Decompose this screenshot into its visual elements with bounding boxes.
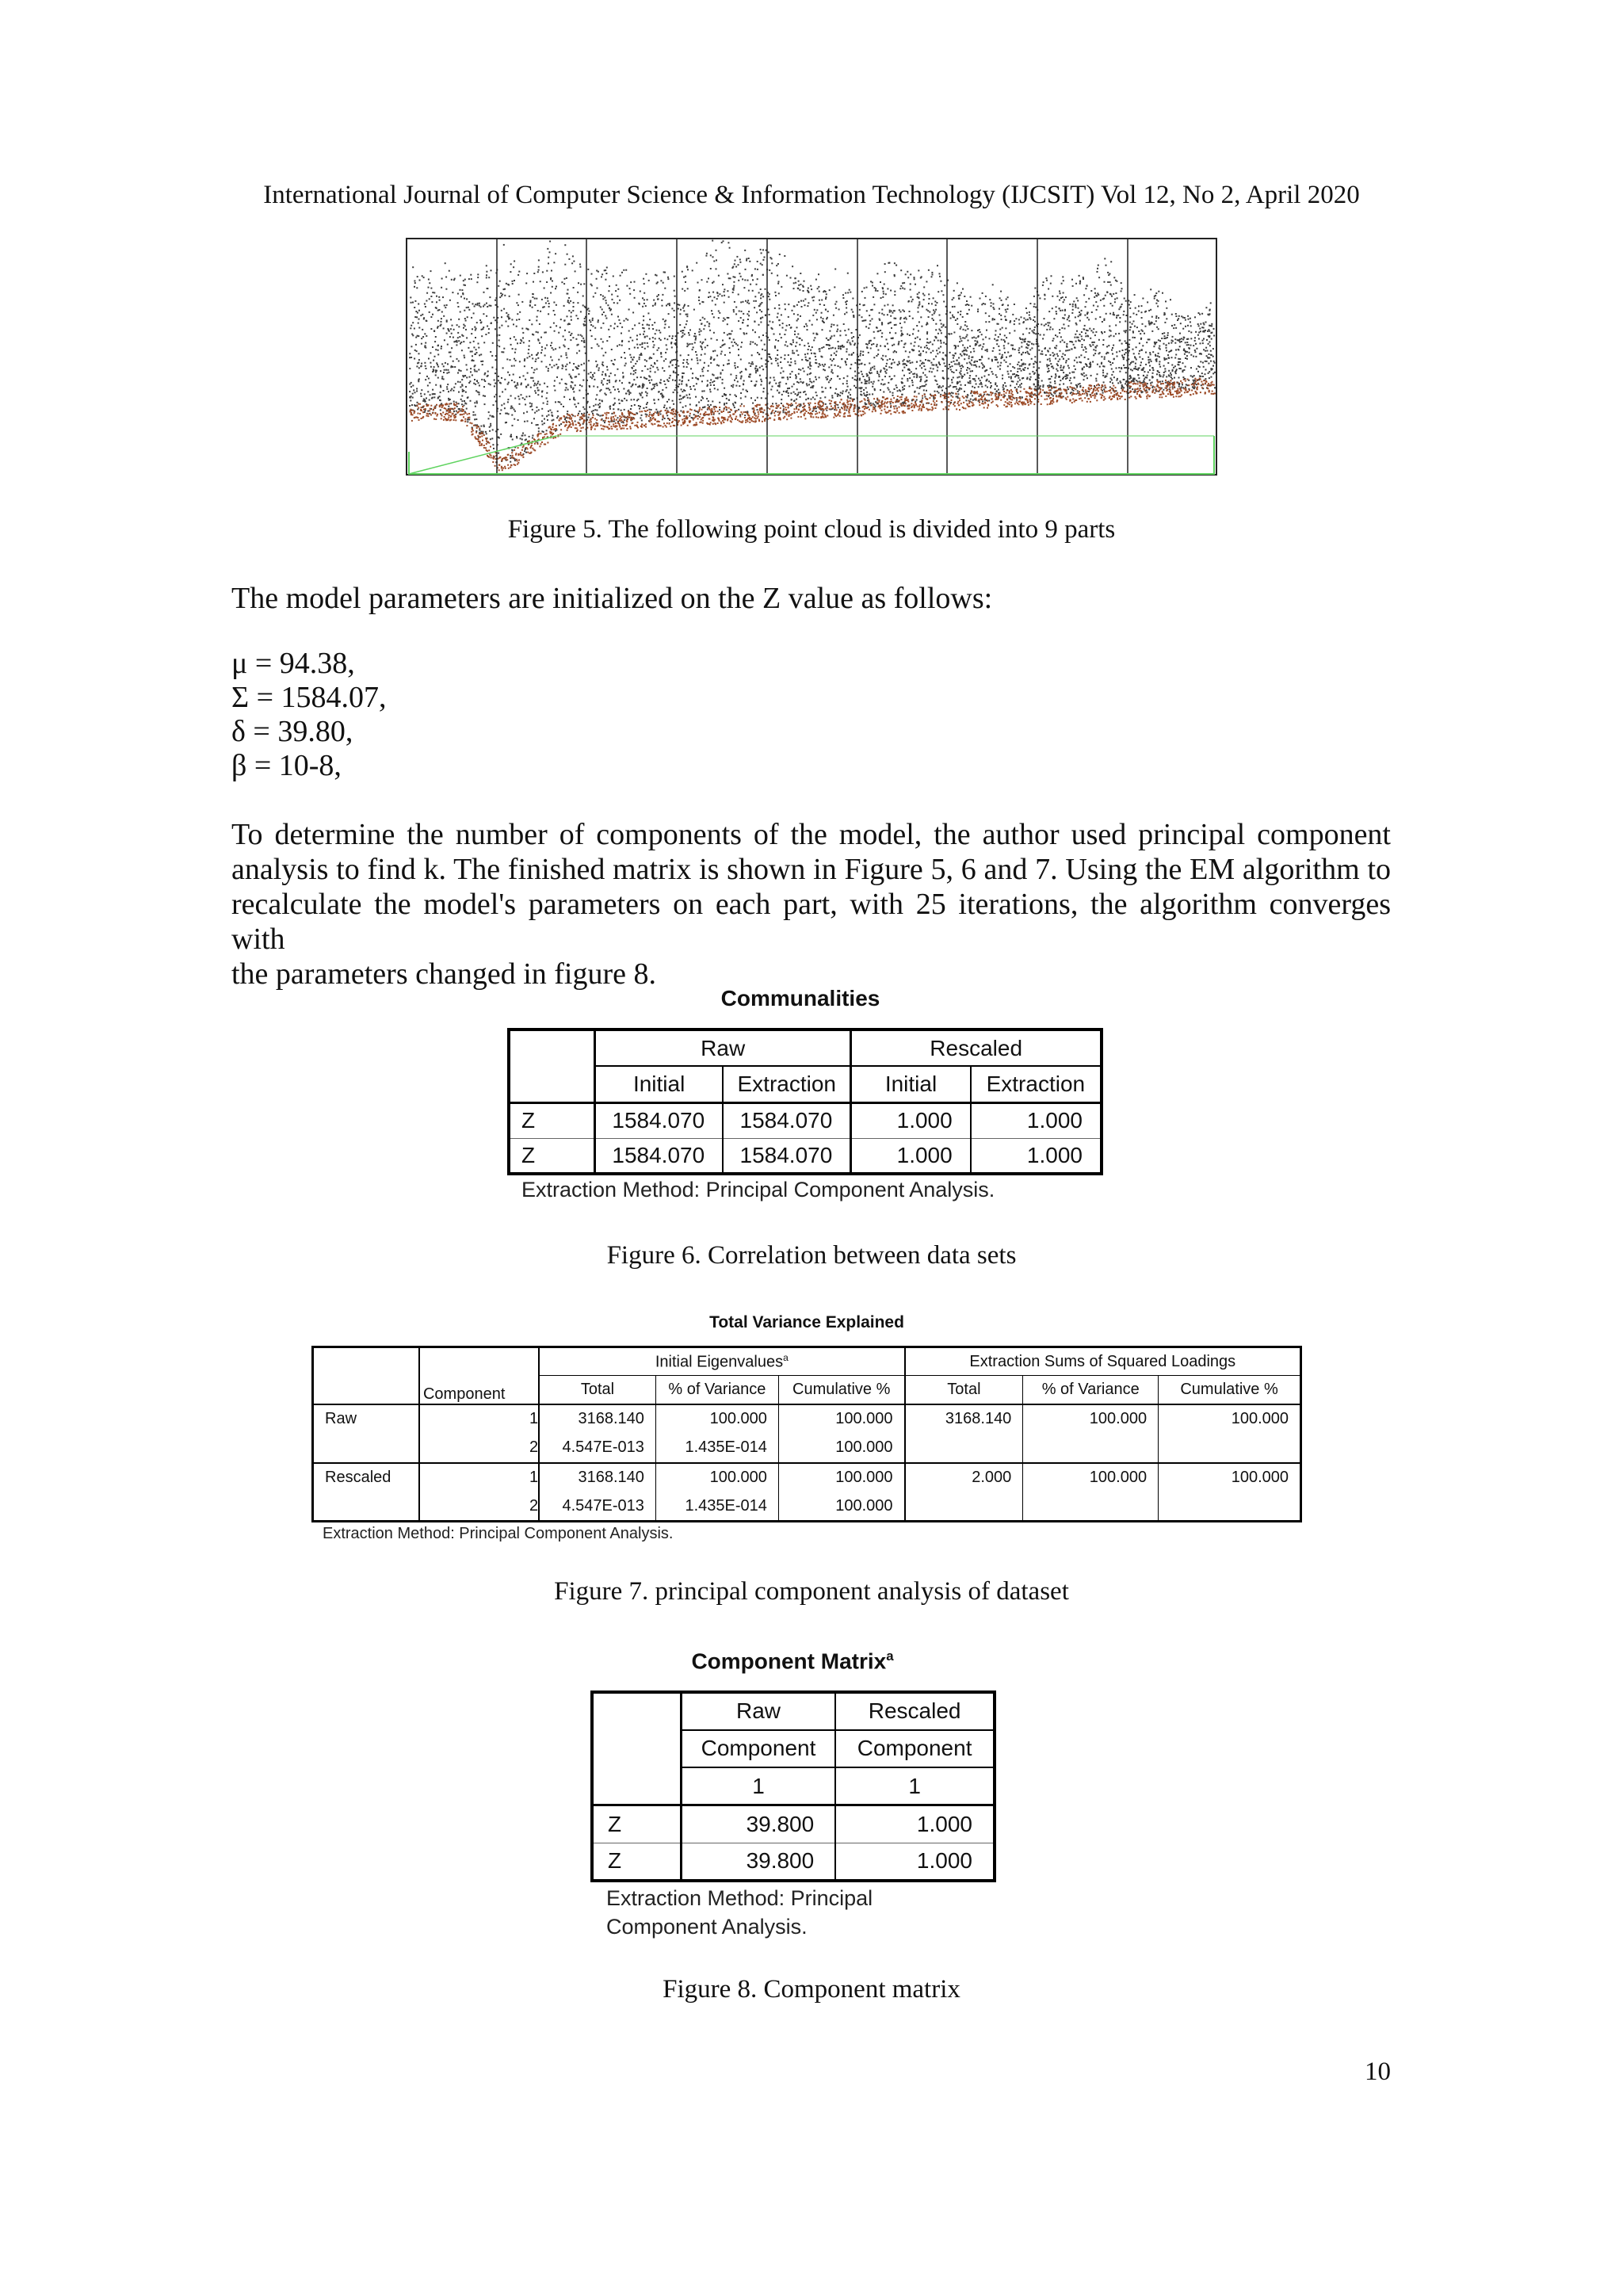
cell: 4.547E-013 bbox=[539, 1434, 655, 1463]
col-header: Component bbox=[835, 1730, 995, 1768]
communalities-footnote: Extraction Method: Principal Component Analysis. bbox=[521, 1178, 995, 1201]
variance-table bbox=[311, 1346, 1302, 1522]
col-header: Component bbox=[681, 1730, 835, 1768]
component-number: 2 bbox=[419, 1434, 539, 1463]
cell: 100.000 bbox=[1023, 1404, 1159, 1434]
page-number: 10 bbox=[1365, 2057, 1391, 2086]
corner-cell bbox=[592, 1692, 681, 1730]
cell: 1.435E-014 bbox=[655, 1434, 778, 1463]
component-number: 1 bbox=[419, 1463, 539, 1492]
param-mu: μ = 94.38, bbox=[231, 647, 355, 680]
cell: 1.000 bbox=[835, 1805, 995, 1843]
col-header: % of Variance bbox=[1023, 1376, 1159, 1404]
component-matrix-title-label: Component Matrix bbox=[691, 1648, 887, 1674]
cell bbox=[1023, 1492, 1159, 1522]
corner-cell bbox=[592, 1730, 681, 1768]
col-header: Initial bbox=[851, 1066, 971, 1102]
cell: 1.000 bbox=[971, 1102, 1102, 1138]
corner-cell bbox=[313, 1376, 419, 1404]
group-rescaled: Rescaled bbox=[851, 1030, 1102, 1066]
cell: 39.800 bbox=[681, 1843, 835, 1881]
cell: 100.000 bbox=[778, 1404, 904, 1434]
cell: 100.000 bbox=[778, 1434, 904, 1463]
col-header: % of Variance bbox=[655, 1376, 778, 1404]
param-delta: δ = 39.80, bbox=[231, 715, 353, 748]
cell: 3168.140 bbox=[539, 1463, 655, 1492]
param-beta: β = 10-8, bbox=[231, 749, 342, 782]
row-label: Z bbox=[509, 1102, 595, 1138]
cell bbox=[1023, 1434, 1159, 1463]
group-rescaled: Rescaled bbox=[835, 1692, 995, 1730]
group-raw: Raw bbox=[681, 1692, 835, 1730]
communalities-title: Communalities bbox=[720, 986, 880, 1010]
cell bbox=[1159, 1434, 1301, 1463]
cell: 1.000 bbox=[916, 1848, 972, 1874]
footnote-marker: a bbox=[783, 1351, 789, 1363]
corner-cell bbox=[592, 1767, 681, 1805]
corner-cell bbox=[419, 1347, 539, 1376]
cell: 4.547E-013 bbox=[539, 1492, 655, 1522]
cell: 39.800 bbox=[681, 1805, 835, 1843]
cell: 1584.070 bbox=[723, 1138, 851, 1174]
corner-cell bbox=[509, 1030, 595, 1066]
row-label: Z bbox=[509, 1138, 595, 1174]
param-sigma: Σ = 1584.07, bbox=[231, 681, 387, 714]
figure8-caption: Figure 8. Component matrix bbox=[663, 1975, 960, 2004]
cell: 3168.140 bbox=[905, 1404, 1023, 1434]
col-header: Initial bbox=[595, 1066, 724, 1102]
col-header: Cumulative % bbox=[1159, 1376, 1301, 1404]
cell: 100.000 bbox=[778, 1463, 904, 1492]
variance-footnote: Extraction Method: Principal Component Analysis. bbox=[323, 1525, 674, 1542]
table-row bbox=[509, 1102, 1102, 1138]
component-number: 1 bbox=[681, 1767, 835, 1805]
body-paragraph bbox=[231, 817, 1391, 991]
table-row bbox=[509, 1138, 1102, 1174]
cell: 100.000 bbox=[1231, 1469, 1289, 1486]
cell: 1.435E-014 bbox=[655, 1492, 778, 1522]
group-initial-label: Initial Eigenvalues bbox=[655, 1353, 784, 1371]
paragraph-line: analysis to find k. The finished matrix is shown in Figure 5, 6 and 7. Using the EM algorithm to bbox=[231, 853, 1391, 886]
cell: 100.000 bbox=[1023, 1463, 1159, 1492]
cell: 1584.070 bbox=[723, 1102, 851, 1138]
cell: 1584.070 bbox=[595, 1102, 724, 1138]
group-initial bbox=[539, 1347, 904, 1376]
cell: 1584.070 bbox=[595, 1138, 724, 1174]
paragraph-line: To determine the number of components of the model, the author used principal component bbox=[231, 818, 1391, 851]
footnote-line: Extraction Method: Principal bbox=[606, 1886, 873, 1910]
footnote-line: Component Analysis. bbox=[606, 1915, 808, 1939]
cell bbox=[905, 1492, 1023, 1522]
group-extraction: Extraction Sums of Squared Loadings bbox=[905, 1347, 1301, 1376]
paragraph-line: the parameters changed in figure 8. bbox=[231, 957, 656, 991]
table-row bbox=[313, 1463, 1301, 1492]
row-group-label bbox=[313, 1492, 419, 1522]
component-number: 1 bbox=[419, 1404, 539, 1434]
cell: 2.000 bbox=[905, 1463, 1023, 1492]
component-matrix-title bbox=[590, 1648, 995, 1674]
variance-title: Total Variance Explained bbox=[709, 1313, 904, 1331]
component-matrix-table bbox=[590, 1690, 996, 1882]
table-row bbox=[313, 1404, 1301, 1434]
col-header: Total bbox=[905, 1376, 1023, 1404]
col-header: Extraction bbox=[971, 1066, 1102, 1102]
row-label: Z bbox=[592, 1805, 681, 1843]
cell: 100.000 bbox=[655, 1404, 778, 1434]
cell: 100.000 bbox=[655, 1463, 778, 1492]
cell: 100.000 bbox=[1231, 1410, 1289, 1427]
component-number: 1 bbox=[835, 1767, 995, 1805]
figure7-caption: Figure 7. principal component analysis of dataset bbox=[554, 1577, 1069, 1606]
component-number: 2 bbox=[419, 1492, 539, 1522]
point-cloud-figure bbox=[406, 238, 1217, 476]
table-row bbox=[313, 1492, 1301, 1522]
cell: 100.000 bbox=[778, 1492, 904, 1522]
figure6-caption: Figure 6. Correlation between data sets bbox=[606, 1241, 1017, 1270]
table-row bbox=[592, 1843, 995, 1881]
row-group-label: Rescaled bbox=[313, 1463, 419, 1492]
intro-text: The model parameters are initialized on the Z value as follows: bbox=[231, 582, 993, 615]
row-group-label bbox=[313, 1434, 419, 1463]
col-header: Total bbox=[539, 1376, 655, 1404]
point-cloud-image bbox=[406, 238, 1217, 476]
cell: 1.000 bbox=[1026, 1142, 1083, 1167]
footnote-marker: a bbox=[886, 1648, 894, 1664]
cell bbox=[1159, 1492, 1301, 1522]
component-header: Component bbox=[419, 1376, 539, 1404]
component-matrix-footnote bbox=[606, 1884, 873, 1941]
cell: 1.000 bbox=[851, 1102, 971, 1138]
table-row bbox=[313, 1434, 1301, 1463]
figure5-caption: Figure 5. The following point cloud is divided into 9 parts bbox=[507, 515, 1116, 544]
col-header: Extraction bbox=[723, 1066, 851, 1102]
cell: 3168.140 bbox=[539, 1404, 655, 1434]
corner-cell bbox=[509, 1066, 595, 1102]
journal-header: International Journal of Computer Science & Information Technology (IJCSIT) Vol 12, No 2, April 2020 bbox=[263, 181, 1360, 209]
group-raw: Raw bbox=[595, 1030, 851, 1066]
cell bbox=[905, 1434, 1023, 1463]
corner-cell bbox=[313, 1347, 419, 1376]
paragraph-line: recalculate the model's parameters on each part, with 25 iterations, the algorithm converges with bbox=[231, 888, 1391, 956]
row-label: Z bbox=[592, 1843, 681, 1881]
communalities-table bbox=[507, 1028, 1103, 1175]
col-header: Cumulative % bbox=[778, 1376, 904, 1404]
cell: 1.000 bbox=[851, 1138, 971, 1174]
row-group-label: Raw bbox=[313, 1404, 419, 1434]
table-row bbox=[592, 1805, 995, 1843]
